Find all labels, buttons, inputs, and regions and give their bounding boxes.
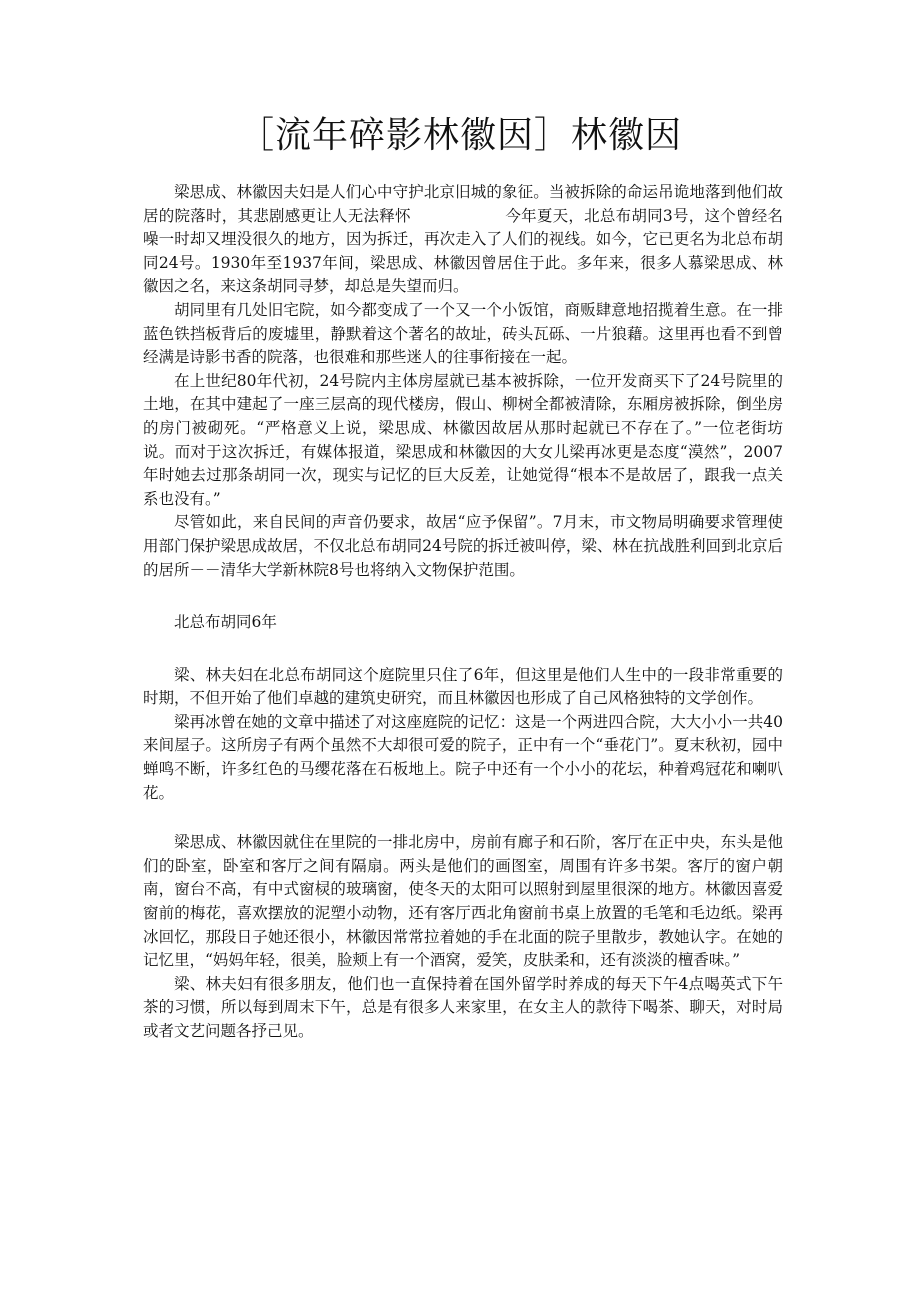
section-heading: 北总布胡同6年 [174, 613, 277, 632]
spacer [143, 635, 783, 664]
paragraph: 尽管如此，来自民间的声音仍要求，故居“应予保留”。7月末，市文物局明确要求管理使用部门保护梁思成故居，不仅北总布胡同24号院的拆迁被叫停，梁、林在抗战胜利回到北京后的居所－－清华大学新林院8号也将纳入文物保护范围。 [143, 513, 783, 579]
spacer [143, 582, 783, 611]
spacer [143, 805, 783, 831]
paragraph: 梁、林夫妇在北总布胡同这个庭院里只住了6年，但这里是他们人生中的一段非常重要的时期，不但开始了他们卓越的建筑史研究，而且林徽因也形成了自己风格独特的文学创作。 [143, 665, 783, 708]
document-title: ［流年碎影林徽因］林徽因 [237, 115, 682, 156]
paragraph: 胡同里有几处旧宅院，如今都变成了一个又一个小饭馆，商贩肆意地招揽着生意。在一排蓝色铁挡板背后的废墟里，静默着这个著名的故址，砖头瓦砾、一片狼藉。这里再也看不到曾经满是诗影书香的院落，也很难和那些迷人的往事衔接在一起。 [143, 300, 783, 367]
document-body [143, 181, 783, 1044]
paragraph: 在上世纪80年代初，24号院内主体房屋就已基本被拆除，一位开发商买下了24号院里的土地，在其中建起了一座三层高的现代楼房，假山、柳树全都被清除，东厢房被拆除，倒坐房的房门被砌死。“严格意义上说，梁思成、林徽因故居从那时起就已不存在了。”一位老街坊说。而对于这次拆迁，有媒体报道，梁思成和林徽因的大女儿梁再冰更是态度“漠然”，2007年时她去过那条胡同一次，现实与记忆的巨大反差，让她觉得“根本不是故居了，跟我一点关系也没有。” [143, 371, 783, 508]
paragraph: 梁思成、林徽因就住在里院的一排北房中，房前有廊子和石阶，客厅在正中央，东头是他们的卧室，卧室和客厅之间有隔扇。两头是他们的画图室，周围有许多书架。客厅的窗户朝南，窗台不高，有中式窗棂的玻璃窗，使冬天的太阳可以照射到屋里很深的地方。林徽因喜爱窗前的梅花，喜欢摆放的泥塑小动物，还有客厅西北角窗前书桌上放置的毛笔和毛边纸。梁再冰回忆，那段日子她还很小，林徽因常常拉着她的手在北面的院子里散步，教她认字。在她的记忆里，“妈妈年轻，很美，脸颊上有一个酒窝，爱笑，皮肤柔和，还有淡淡的檀香味。” [143, 833, 783, 970]
paragraph: 梁再冰曾在她的文章中描述了对这座庭院的记忆：这是一个两进四合院，大大小小一共40来间屋子。这所房子有两个虽然不大却很可爱的院子，正中有一个“垂花门”。夏末秋初，园中蝉鸣不断，许多红色的马缨花落在石板地上。院子中还有一个小小的花坛，种着鸡冠花和喇叭花。 [143, 712, 783, 802]
paragraph: 梁、林夫妇有很多朋友，他们也一直保持着在国外留学时养成的每天下午4点喝英式下午茶的习惯，所以每到周末下午，总是有很多人来家里，在女主人的款待下喝茶、聊天，对时局或者文艺问题各抒己见。 [143, 974, 783, 1040]
paragraph: 梁思成、林徽因夫妇是人们心中守护北京旧城的象征。当被拆除的命运吊诡地落到他们故居的院落时，其悲剧感更让人无法释怀 今年夏天，北总布胡同3号，这个曾经名噪一时却又埋没很久的地方，因为拆迁，再次走入了人们的视线。如今，它已更名为北总布胡同24号。1930年至1937年间，梁思成、林徽因曾居住于此。多年来，很多人慕梁思成、林徽因之名，来这条胡同寻梦，却总是失望而归。 [143, 183, 783, 296]
